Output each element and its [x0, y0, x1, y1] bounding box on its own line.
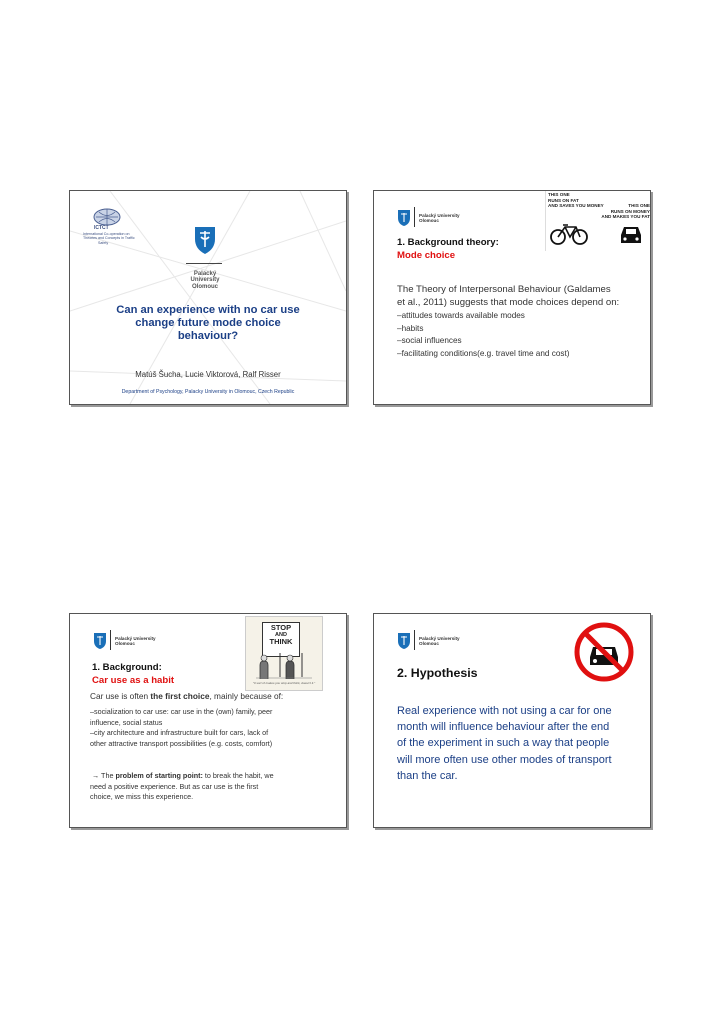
- stop-and-think-cartoon: [245, 616, 323, 691]
- university-name: Palacký University Olomouc: [419, 213, 460, 223]
- determinants-list: [397, 310, 570, 361]
- hypothesis-text: Real experience with not using a car for one month will influence behaviour after the end of the experiment in such a way that people will more often use other modes of transport than the car.: [397, 705, 612, 782]
- slide-title: [69, 190, 347, 405]
- consortium-name: International Co-operation on Theories and Concepts in Traffic Safety: [83, 232, 135, 245]
- university-crest: [397, 632, 411, 650]
- slide-heading: 1. Background theory:: [397, 237, 499, 248]
- poster-left-text: THIS ONE RUNS ON FAT AND SAVES YOU MONEY: [548, 192, 604, 209]
- crest-divider: [110, 630, 111, 650]
- list-item: –facilitating conditions(e.g. travel time and cost): [397, 349, 570, 359]
- university-name: Palacký University Olomouc: [190, 271, 220, 290]
- university-name: Palacký University Olomouc: [419, 636, 460, 646]
- crest-divider: [186, 263, 222, 264]
- poster-right-text: THIS ONE RUNS ON MONEY AND MAKES YOU FAT: [601, 203, 650, 220]
- starting-point-note: → The problem of starting point: to break the habit, we need a positive experience. But as car use is the first choice, we miss this experience.: [90, 771, 274, 801]
- slide-car-use-habit: [69, 613, 347, 828]
- list-item: –social influences: [397, 336, 462, 346]
- crest-divider: [414, 630, 415, 650]
- university-crest: [194, 225, 216, 255]
- slide-background-theory: [373, 190, 651, 405]
- arrow-icon: →: [92, 771, 100, 780]
- no-car-sign-icon: [573, 621, 635, 683]
- cartoon-sign: STOP AND THINK: [262, 622, 300, 657]
- cartoon-caption: "It sort of makes you stop and think, doesn't it.": [252, 681, 316, 685]
- bike-vs-car-poster: [545, 191, 651, 251]
- university-crest: [93, 632, 107, 650]
- presentation-title: Can an experience with no car use change future mode choice behaviour?: [116, 304, 300, 343]
- ictct-logo-letters: ICTCT: [94, 225, 109, 231]
- slide-subheading: Mode choice: [397, 250, 456, 261]
- list-item: –habits: [397, 323, 424, 333]
- habit-reasons-list: –socialization to car use: car use in the (own) family, peer influence, social status –city architecture and infrastructure built for cars, lack of other attractive transport possibilities (e.g. costs, comfort): [90, 707, 273, 748]
- list-item: –attitudes towards available modes: [397, 311, 525, 320]
- university-name: Palacký University Olomouc: [115, 636, 156, 646]
- list-item: –city architecture and infrastructure built for cars, lack of: [90, 728, 269, 737]
- crest-divider: [414, 207, 415, 227]
- authors: Matúš Šucha, Lucie Viktorová, Ralf Risser: [135, 370, 281, 379]
- slide-heading: 1. Background:: [92, 662, 162, 673]
- list-item: –socialization to car use: car use in the (own) family, peer: [90, 707, 273, 716]
- theory-text: The Theory of Interpersonal Behaviour (Galdames et al., 2011) suggests that mode choices depend on:: [397, 284, 620, 308]
- slide-heading: 2. Hypothesis: [397, 666, 478, 680]
- cartoon-figures: [256, 653, 312, 679]
- car-icon: [618, 223, 644, 247]
- slide-hypothesis: [373, 613, 651, 828]
- university-crest: [397, 209, 411, 227]
- slide-subheading: Car use as a habit: [92, 675, 175, 686]
- department: Department of Psychology, Palacky University in Olomouc, Czech Republic: [121, 389, 295, 395]
- bicycle-icon: [549, 223, 589, 245]
- habit-intro: Car use is often the first choice, mainly because of:: [90, 691, 284, 701]
